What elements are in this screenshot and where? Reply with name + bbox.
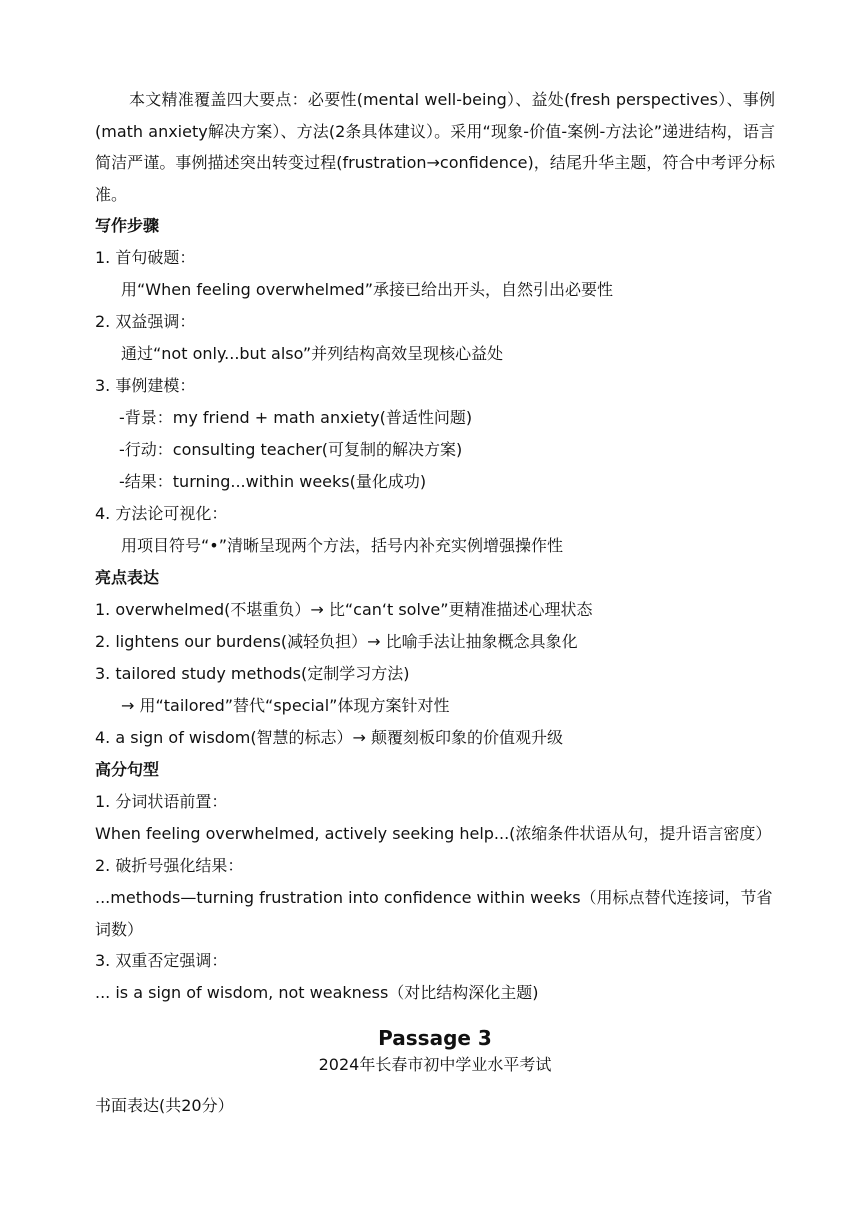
intro-paragraph: 本文精准覆盖四大要点：必要性(mental well-being）、益处(fresh perspectives）、事例(math anxiety解决方案）、方法(2条具体建议）。采用“现象-价值-案例-方法论”递进结构，语言简洁严谨。事例描述突出转变过程(frustration→confidence)，结尾升华主题，符合中考评分标准。 xyxy=(95,90,775,204)
step-title: 3. 事例建模： xyxy=(95,376,196,395)
passage-title: Passage 3 xyxy=(378,1026,492,1050)
step-title: 4. 方法论可视化： xyxy=(95,504,228,523)
highlight-item: 1. overwhelmed(不堪重负）→ 比“can‘t solve”更精准描述心理状态 xyxy=(95,600,593,619)
step-detail: 通过“not only...but also”并列结构高效呈现核心益处 xyxy=(121,344,504,363)
step-subitem: -背景：my friend + math anxiety(普适性问题) xyxy=(119,408,473,427)
sentence-example: ...methods—turning frustration into confidence within weeks（用标点替代连接词，节省词数） xyxy=(95,888,773,939)
highlight-item: 2. lightens our burdens(减轻负担）→ 比喻手法让抽象概念具象化 xyxy=(95,632,578,651)
highlight-item: → 用“tailored”替代“special”体现方案针对性 xyxy=(121,696,450,715)
sentence-title: 2. 破折号强化结果： xyxy=(95,856,244,875)
step-title: 1. 首句破题： xyxy=(95,248,196,267)
exam-name: 2024年长春市初中学业水平考试 xyxy=(318,1055,552,1074)
sentence-title: 1. 分词状语前置： xyxy=(95,792,228,811)
highlights-heading: 亮点表达 xyxy=(95,568,160,587)
sentences-heading: 高分句型 xyxy=(95,760,160,779)
steps-heading: 写作步骤 xyxy=(95,216,160,235)
sentence-example: ... is a sign of wisdom, not weakness（对比结构深化主题) xyxy=(95,983,539,1002)
step-title: 2. 双益强调： xyxy=(95,312,196,331)
task-label: 书面表达(共20分） xyxy=(95,1096,234,1115)
step-detail: 用项目符号“•”清晰呈现两个方法，括号内补充实例增强操作性 xyxy=(121,536,564,555)
document-content xyxy=(95,84,775,1121)
sentence-example: When feeling overwhelmed, actively seeking help...(浓缩条件状语从句，提升语言密度） xyxy=(95,824,772,843)
highlight-item: 4. a sign of wisdom(智慧的标志）→ 颠覆刻板印象的价值观升级 xyxy=(95,728,564,747)
highlight-item: 3. tailored study methods(定制学习方法) xyxy=(95,664,410,683)
sentence-title: 3. 双重否定强调： xyxy=(95,951,228,970)
step-subitem: -结果：turning...within weeks(量化成功) xyxy=(119,472,427,491)
step-subitem: -行动：consulting teacher(可复制的解决方案) xyxy=(119,440,463,459)
step-detail: 用“When feeling overwhelmed”承接已给出开头，自然引出必要性 xyxy=(121,280,613,299)
